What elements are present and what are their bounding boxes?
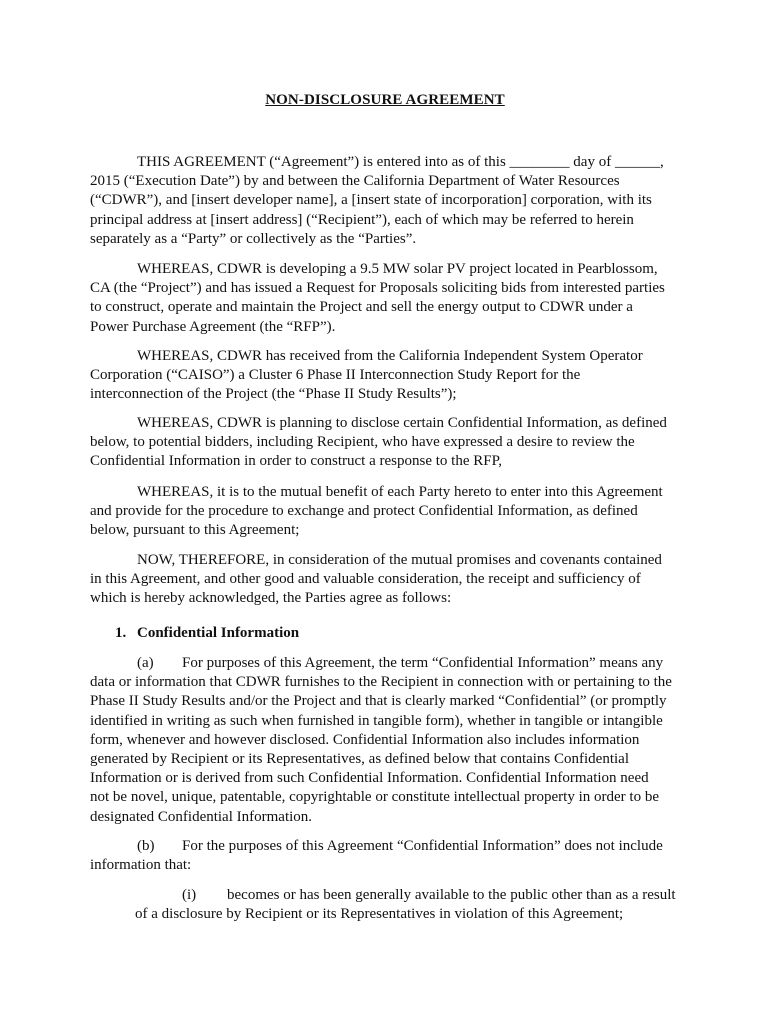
text-line: designated Confidential Information. <box>90 808 313 825</box>
clause-b-paragraph <box>90 837 682 875</box>
text-line: Corporation (“CAISO”) a Cluster 6 Phase II Interconnection Study Report for the <box>90 367 581 384</box>
clause-text: For the purposes of this Agreement “Confidential Information” does not include <box>182 838 663 854</box>
text-line: NOW, THEREFORE, in consideration of the mutual promises and covenants contained <box>137 552 662 568</box>
text-line: data or information that CDWR furnishes to the Recipient in connection with or pertaining to the <box>90 674 672 691</box>
text-line: identified in writing as such when furnished in tangible form), whether in tangible or intangible <box>90 712 663 729</box>
text-line <box>90 837 682 856</box>
text-line: 2015 (“Execution Date”) by and between the California Department of Water Resources <box>90 173 620 190</box>
text-line: which is hereby acknowledged, the Parties agree as follows: <box>90 590 452 607</box>
text-line: generated by Recipient or its Representatives, as defined below that contains Confidential <box>90 751 630 768</box>
text-line: Power Purchase Agreement (the “RFP”). <box>90 318 336 335</box>
text-line: WHEREAS, it is to the mutual benefit of each Party hereto to enter into this Agreement <box>137 484 663 500</box>
text-line: not be novel, unique, patentable, copyrightable or constitute intellectual property in order to be <box>90 789 659 806</box>
text-line: WHEREAS, CDWR has received from the California Independent System Operator <box>137 348 643 364</box>
clause-label: (a) <box>137 655 154 671</box>
text-line: Phase II Study Results and/or the Project and that is clearly marked “Confidential” (or promptly <box>90 693 667 710</box>
text-line: and provide for the procedure to exchange and protect Confidential Information, as defined <box>90 503 638 520</box>
text-line <box>90 654 682 673</box>
text-line: interconnection of the Project (the “Phase II Study Results”); <box>90 386 457 403</box>
text-line: WHEREAS, CDWR is developing a 9.5 MW solar PV project located in Pearblossom, <box>137 261 658 277</box>
text-line: Confidential Information in order to construct a response to the RFP, <box>90 453 503 470</box>
text-line <box>90 886 682 905</box>
now-therefore-paragraph <box>90 551 682 609</box>
intro-paragraph <box>90 153 682 249</box>
clause-text: For purposes of this Agreement, the term “Confidential Information” means any <box>182 655 664 671</box>
text-line: below, pursuant to this Agreement; <box>90 522 300 539</box>
section-number: 1. <box>115 625 127 641</box>
text-line: to construct, operate and maintain the Project and sell the energy output to CDWR under a <box>90 299 633 316</box>
whereas-paragraph-3 <box>90 414 682 472</box>
section-title: Confidential Information <box>137 625 300 641</box>
text-line: of a disclosure by Recipient or its Representatives in violation of this Agreement; <box>135 906 624 923</box>
clause-text: becomes or has been generally available to the public other than as a result <box>227 887 676 903</box>
text-line: CA (the “Project”) and has issued a Request for Proposals soliciting bids from interested parties <box>90 280 665 297</box>
text-line: information that: <box>90 857 192 874</box>
text-line: (“CDWR”), and [insert developer name], a [insert state of incorporation] corporation, with its <box>90 192 652 209</box>
whereas-paragraph-4 <box>90 483 682 541</box>
clause-label: (i) <box>182 887 197 903</box>
document-title: NON-DISCLOSURE AGREEMENT <box>265 92 505 108</box>
text-line: below, to potential bidders, including Recipient, who have expressed a desire to review the <box>90 434 635 451</box>
text-line: THIS AGREEMENT (“Agreement”) is entered into as of this ________ day of ______, <box>137 154 664 170</box>
text-line: Information or is derived from such Confidential Information. Confidential Information need <box>90 770 649 787</box>
whereas-paragraph-2 <box>90 347 682 405</box>
text-line: form, whenever and however disclosed. Confidential Information also includes information <box>90 731 640 748</box>
text-line: principal address at [insert address] (“Recipient”), each of which may be referred to herein <box>90 211 634 228</box>
whereas-paragraph-1 <box>90 260 682 337</box>
clause-label: (b) <box>137 838 155 854</box>
clause-b-i-paragraph <box>90 886 682 924</box>
text-line: WHEREAS, CDWR is planning to disclose certain Confidential Information, as defined <box>137 415 667 431</box>
text-line: in this Agreement, and other good and valuable consideration, the receipt and sufficiency of <box>90 571 641 588</box>
text-line: separately as a “Party” or collectively as the “Parties”. <box>90 230 417 247</box>
section-heading <box>115 624 299 643</box>
clause-a-paragraph <box>90 654 682 827</box>
